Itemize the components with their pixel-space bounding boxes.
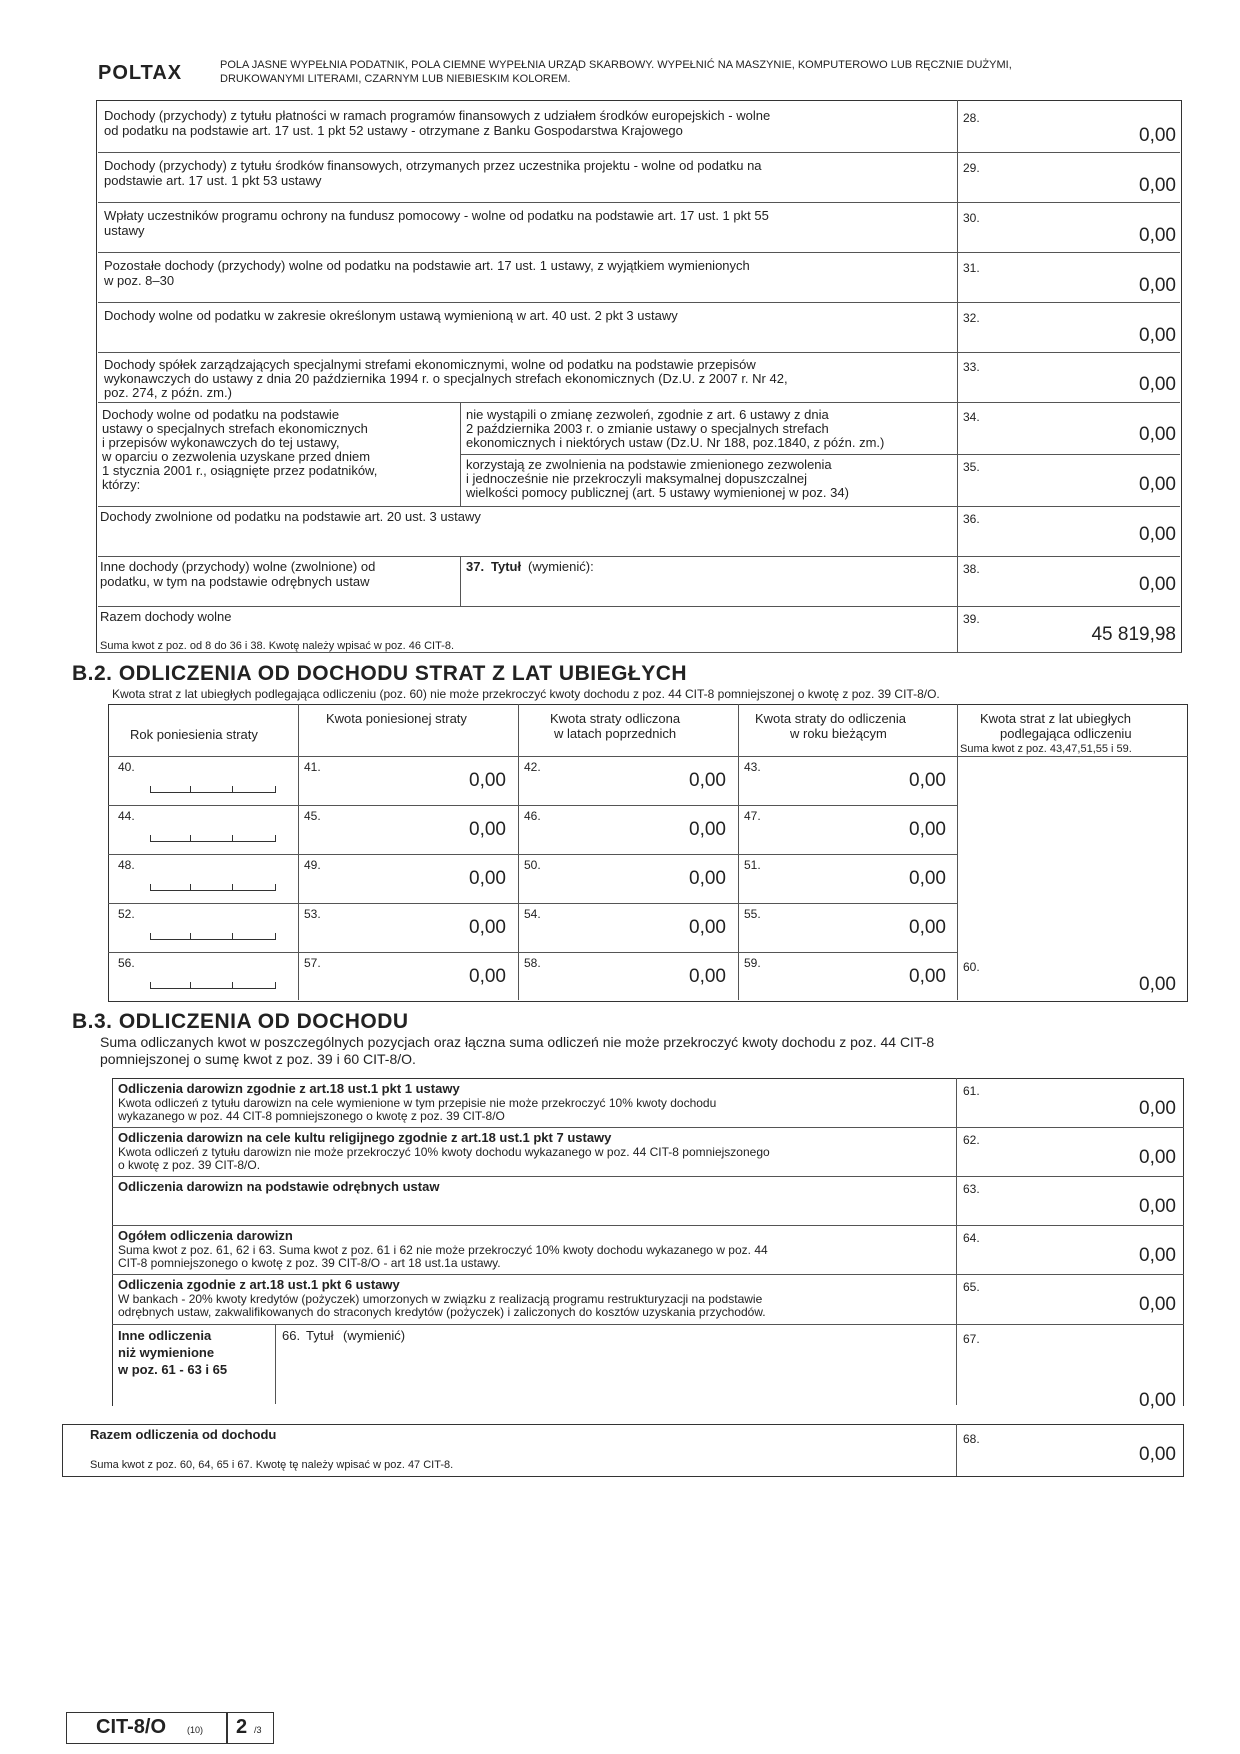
field-number: 55.	[744, 907, 761, 921]
row-divider	[112, 1274, 1184, 1275]
b2-col-divider	[298, 704, 299, 1000]
field-number: 31.	[963, 261, 980, 275]
b1-row-label-l2: w poz. 8–30	[104, 273, 175, 288]
row36-label: Dochody zwolnione od podatku na podstawie art. 20 ust. 3 ustawy	[100, 509, 481, 524]
b2-col-divider	[738, 704, 739, 1000]
b3-row-value[interactable]: 0,00	[1139, 1147, 1176, 1168]
row-divider	[112, 1324, 1184, 1325]
row-divider	[98, 556, 1180, 557]
field-number: 68.	[963, 1432, 980, 1446]
row-divider	[98, 402, 1180, 403]
row-divider	[108, 805, 958, 806]
b1-row-label-l1: Dochody (przychody) z tytułu środków finansowych, otrzymanych przez uczestnika projektu - wolne od podatku na	[104, 158, 762, 173]
b3-row-desc-l1: Kwota odliczeń z tytułu darowizn na cele wymienione w tym przepisie nie może przekroczyć 10% kwoty dochodu	[118, 1096, 717, 1110]
row67-tytul-input[interactable]	[280, 1345, 950, 1401]
row39-note: Suma kwot z poz. od 8 do 36 i 38. Kwotę należy wpisać w poz. 46 CIT-8.	[100, 640, 455, 652]
row-divider	[112, 1127, 1184, 1128]
field-number: 54.	[524, 907, 541, 921]
row-divider	[112, 1176, 1184, 1177]
row3435-left-text: w oparciu o zezwolenia uzyskane przed dniem	[102, 449, 371, 464]
field-number: 46.	[524, 809, 541, 823]
field-number: 47.	[744, 809, 761, 823]
field-number: 62.	[963, 1133, 980, 1147]
current-value[interactable]: 0,00	[909, 819, 946, 840]
b2-col-year: Rok poniesienia straty	[130, 727, 258, 742]
field-60-value[interactable]: 0,00	[1139, 974, 1176, 995]
field-number: 56.	[118, 956, 135, 970]
row67-tytul-num: 66.	[282, 1328, 301, 1343]
field-number: 38.	[963, 562, 980, 576]
current-value[interactable]: 0,00	[909, 966, 946, 987]
row35-text: wielkości pomocy publicznej (art. 5 ustawy wymienionej w poz. 34)	[466, 485, 849, 500]
b3-row-value[interactable]: 0,00	[1139, 1245, 1176, 1266]
row33-label-l3: poz. 274, z późn. zm.)	[104, 385, 232, 400]
row39-label: Razem dochody wolne	[100, 609, 232, 624]
field-number: 45.	[304, 809, 321, 823]
deducted-value[interactable]: 0,00	[689, 770, 726, 791]
loss-value[interactable]: 0,00	[469, 770, 506, 791]
current-value[interactable]: 0,00	[909, 770, 946, 791]
row67-tytul-hint: (wymienić)	[343, 1328, 406, 1343]
year-input[interactable]	[150, 784, 276, 794]
field-number: 33.	[963, 360, 980, 374]
field-number: 51.	[744, 858, 761, 872]
row3435-left-text: i przepisów wykonawczych do tej ustawy,	[102, 435, 340, 450]
deducted-value[interactable]: 0,00	[689, 819, 726, 840]
footer-page-total: /3	[254, 1725, 262, 1735]
b3-row-desc-l2: odrębnych ustaw, zakwalifikowanych do straconych kredytów (pożyczek) i zaliczonych do kosztów uzyskania przychodów.	[118, 1305, 766, 1319]
field-number: 35.	[963, 460, 980, 474]
row38-tytul-input[interactable]	[464, 576, 952, 604]
loss-value[interactable]: 0,00	[469, 819, 506, 840]
field-number: 60.	[963, 960, 980, 974]
row38-tytul-num: 37.	[466, 559, 485, 574]
row3435-left-text: którzy:	[102, 477, 141, 492]
b1-row-label-l1: Pozostałe dochody (przychody) wolne od podatku na podstawie art. 17 ust. 1 ustawy, z wyjątkiem wymienionych	[104, 258, 750, 273]
field-number: 67.	[963, 1332, 980, 1346]
b1-row-label-l2: podstawie art. 17 ust. 1 pkt 53 ustawy	[104, 173, 322, 188]
loss-value[interactable]: 0,00	[469, 966, 506, 987]
row34-text: 2 października 2003 r. o zmianie ustawy o specjalnych strefach	[466, 421, 829, 436]
row3435-left-text: 1 stycznia 2001 r., osiągnięte przez podatników,	[102, 463, 378, 478]
row-divider	[108, 952, 958, 953]
footer-page: 2	[236, 1716, 248, 1738]
b3-row-title: Odliczenia darowizn na cele kultu religijnego zgodnie z art.18 ust.1 pkt 7 ustawy	[118, 1130, 612, 1145]
year-input[interactable]	[150, 980, 276, 990]
b2-col-deducted-l2: w latach poprzednich	[554, 726, 677, 741]
b1-row-label-l1: Wpłaty uczestników programu ochrony na fundusz pomocowy - wolne od podatku na podstawie art. 17 ust. 1 pkt 55	[104, 208, 769, 223]
row39-value[interactable]: 45 819,98	[1091, 624, 1176, 645]
b3-row-value[interactable]: 0,00	[1139, 1098, 1176, 1119]
field-number: 49.	[304, 858, 321, 872]
row35-text: korzystają ze zwolnienia na podstawie zmienionego zezwolenia	[466, 457, 832, 472]
b1-value-divider	[957, 100, 958, 652]
row38-value[interactable]: 0,00	[1139, 574, 1176, 595]
b1-row-label-l1: Dochody wolne od podatku w zakresie określonym ustawą wymienioną w art. 40 ust. 2 pkt 3 ustawy	[104, 308, 678, 323]
b3-row-title: Odliczenia darowizn na podstawie odrębnych ustaw	[118, 1179, 440, 1194]
b2-col-total-l1: Kwota strat z lat ubiegłych	[980, 711, 1132, 726]
row67-divider	[275, 1324, 276, 1404]
row38-divider	[460, 556, 461, 606]
row67-label-l2: niż wymienione	[118, 1345, 215, 1360]
field-number: 57.	[304, 956, 321, 970]
footer-page-box	[226, 1712, 274, 1744]
b3-row-value[interactable]: 0,00	[1139, 1196, 1176, 1217]
row-divider	[108, 903, 958, 904]
b2-col-divider	[957, 704, 958, 1000]
row-divider	[98, 152, 1180, 153]
row38-tytul-label: Tytuł	[491, 559, 522, 574]
row38-tytul-hint: (wymienić):	[528, 559, 594, 574]
row-divider	[108, 854, 958, 855]
b3-row-desc-l2: o kwotę z poz. 39 CIT-8/O.	[118, 1158, 261, 1172]
footer-form-name: CIT-8/O	[96, 1716, 167, 1738]
row3435-left-text: Dochody wolne od podatku na podstawie	[102, 407, 340, 422]
row35-text: i jednocześnie nie przekroczyli maksymalnej dopuszczalnej	[466, 471, 808, 486]
row38-left-l1: Inne dochody (przychody) wolne (zwolnione) od	[100, 559, 376, 574]
field-number: 63.	[963, 1182, 980, 1196]
row-divider	[98, 506, 1180, 507]
row67-label-l1: Inne odliczenia	[118, 1328, 212, 1343]
row38-left-l2: podatku, w tym na podstawie odrębnych ustaw	[100, 574, 370, 589]
field-number: 48.	[118, 858, 135, 872]
b3-row-title: Odliczenia darowizn zgodnie z art.18 ust.1 pkt 1 ustawy	[118, 1081, 460, 1096]
row-divider	[112, 1225, 1184, 1226]
field-number: 44.	[118, 809, 135, 823]
row-divider	[98, 302, 1180, 303]
b3-title: B.3. ODLICZENIA OD DOCHODU	[72, 1010, 409, 1033]
b1-row-value[interactable]: 0,00	[1139, 225, 1176, 246]
row34-value[interactable]: 0,00	[1139, 424, 1176, 445]
b2-title: B.2. ODLICZENIA OD DOCHODU STRAT Z LAT UBIEGŁYCH	[72, 662, 688, 685]
b3-row-title: Ogółem odliczenia darowizn	[118, 1228, 293, 1243]
b1-row-value[interactable]: 0,00	[1139, 175, 1176, 196]
field-number: 43.	[744, 760, 761, 774]
header-instructions	[220, 58, 1140, 86]
b3-row-desc-l1: Suma kwot z poz. 61, 62 i 63. Suma kwot z poz. 61 i 62 nie może przekroczyć 10% kwoty dochodu wykazanego w poz. 44	[118, 1243, 768, 1257]
row68-label: Razem odliczenia od dochodu	[90, 1427, 277, 1442]
b1-row-label-l2: od podatku na podstawie art. 17 ust. 1 pkt 52 ustawy - otrzymane z Banku Gospodarstwa Krajowego	[104, 123, 683, 138]
footer-version: (10)	[187, 1725, 204, 1735]
b3-subtitle-line-1: Suma odliczanych kwot w poszczególnych pozycjach oraz łączna suma odliczeń nie może przekroczyć kwoty dochodu z poz. 44 CIT-8	[100, 1034, 935, 1050]
row34-text: ekonomicznych i niektórych ustaw (Dz.U. Nr 188, poz.1840, z późn. zm.)	[466, 435, 885, 450]
year-input[interactable]	[150, 931, 276, 941]
b3-row-title: Odliczenia zgodnie z art.18 ust.1 pkt 6 ustawy	[118, 1277, 400, 1292]
field-number: 58.	[524, 956, 541, 970]
row68-divider	[956, 1424, 957, 1476]
year-input[interactable]	[150, 882, 276, 892]
b3-row-desc-l1: W bankach - 20% kwoty kredytów (pożyczek) umorzonych w związku z realizacją programu restrukturyzacji na podstawie	[118, 1292, 763, 1306]
row-divider	[98, 606, 1180, 607]
row67-label-l3: w poz. 61 - 63 i 65	[118, 1362, 228, 1377]
field-number: 41.	[304, 760, 321, 774]
field-number: 32.	[963, 311, 980, 325]
b1-row-label-l1: Dochody (przychody) z tytułu płatności w ramach programów finansowych z udziałem środków europejskich - wolne	[104, 108, 771, 123]
instructions-line-1: POLA JASNE WYPEŁNIA PODATNIK, POLA CIEMNE WYPEŁNIA URZĄD SKARBOWY. WYPEŁNIĆ NA MASZYNIE, KOMPUTEROWO LUB RĘCZNIE DUŻYMI,	[220, 59, 1012, 71]
row33-label-l1: Dochody spółek zarządzających specjalnymi strefami ekonomicznymi, wolne od podatku na podstawie przepisów	[104, 357, 756, 372]
poltax-logo: POLTAX	[98, 62, 183, 84]
b1-row-label-l2: ustawy	[104, 223, 145, 238]
instructions-line-2: DRUKOWANYMI LITERAMI, CZARNYM LUB NIEBIESKIM KOLOREM.	[220, 73, 571, 85]
b3-row-desc-l1: Kwota odliczeń z tytułu darowizn nie może przekroczyć 10% kwoty dochodu wykazanego w poz. 44 CIT-8 pomniejszonego	[118, 1145, 770, 1159]
b2-col-divider	[518, 704, 519, 1000]
field-number: 36.	[963, 512, 980, 526]
row67-tytul-label: Tytuł	[306, 1328, 334, 1343]
row34-text: nie wystąpili o zmianę zezwoleń, zgodnie z art. 6 ustawy z dnia	[466, 407, 829, 422]
b2-subtitle: Kwota strat z lat ubiegłych podlegająca odliczeniu (poz. 60) nie może przekroczyć kwoty dochodu z poz. 44 CIT-8 pomniejszonej o kwotę z poz. 39 CIT-8/O.	[112, 687, 940, 701]
row3435-left-text: ustawy o specjalnych strefach ekonomicznych	[102, 421, 368, 436]
current-value[interactable]: 0,00	[909, 868, 946, 889]
b2-header-divider	[108, 756, 1188, 757]
loss-value[interactable]: 0,00	[469, 917, 506, 938]
loss-value[interactable]: 0,00	[469, 868, 506, 889]
deducted-value[interactable]: 0,00	[689, 966, 726, 987]
row-divider	[98, 202, 1180, 203]
b2-col-total-l3: Suma kwot z poz. 43,47,51,55 i 59.	[960, 743, 1132, 755]
row36-value[interactable]: 0,00	[1139, 524, 1176, 545]
field-68-value[interactable]: 0,00	[1139, 1444, 1176, 1465]
b1-row-value[interactable]: 0,00	[1139, 325, 1176, 346]
b1-row-value[interactable]: 0,00	[1139, 125, 1176, 146]
b3-row-value[interactable]: 0,00	[1139, 1294, 1176, 1315]
row68-note: Suma kwot z poz. 60, 64, 65 i 67. Kwotę tę należy wpisać w poz. 47 CIT-8.	[90, 1459, 454, 1471]
row35-value[interactable]: 0,00	[1139, 474, 1176, 495]
b3-subtitle-line-2: pomniejszonej o sumę kwot z poz. 39 i 60 CIT-8/O.	[100, 1051, 416, 1067]
b2-col-total-l2: podlegająca odliczeniu	[1000, 726, 1132, 741]
b1-row-value[interactable]: 0,00	[1139, 275, 1176, 296]
row33-value[interactable]: 0,00	[1139, 374, 1176, 395]
deducted-value[interactable]: 0,00	[689, 917, 726, 938]
field-number: 42.	[524, 760, 541, 774]
field-number: 29.	[963, 161, 980, 175]
field-number: 52.	[118, 907, 135, 921]
b2-col-loss: Kwota poniesionej straty	[326, 711, 467, 726]
field-number: 34.	[963, 410, 980, 424]
field-number: 61.	[963, 1084, 980, 1098]
field-number: 53.	[304, 907, 321, 921]
field-number: 30.	[963, 211, 980, 225]
deducted-value[interactable]: 0,00	[689, 868, 726, 889]
field-number: 39.	[963, 612, 980, 626]
b2-col-deducted-l1: Kwota straty odliczona	[550, 711, 681, 726]
row-divider	[460, 454, 1180, 455]
b3-row-desc-l2: CIT-8 pomniejszonego o kwotę z poz. 39 CIT-8/O - art 18 ust.1a ustawy.	[118, 1256, 501, 1270]
field-number: 59.	[744, 956, 761, 970]
field-number: 40.	[118, 760, 135, 774]
field-number: 50.	[524, 858, 541, 872]
current-value[interactable]: 0,00	[909, 917, 946, 938]
row-divider	[96, 652, 1182, 653]
field-67-value[interactable]: 0,00	[1139, 1390, 1176, 1411]
field-number: 28.	[963, 111, 980, 125]
b3-row-desc-l2: wykazanego w poz. 44 CIT-8 pomniejszonego o kwotę z poz. 39 CIT-8/O	[118, 1109, 505, 1123]
b2-col-current-l1: Kwota straty do odliczenia	[755, 711, 907, 726]
row-divider	[98, 352, 1180, 353]
field-number: 65.	[963, 1280, 980, 1294]
row33-label-l2: wykonawczych do ustawy z dnia 20 października 1994 r. o specjalnych strefach ekonomicznych (Dz.U. z 2007 r. Nr 42,	[104, 371, 788, 386]
b2-col-current-l2: w roku bieżącym	[790, 726, 887, 741]
row-divider	[98, 252, 1180, 253]
year-input[interactable]	[150, 833, 276, 843]
field-number: 64.	[963, 1231, 980, 1245]
